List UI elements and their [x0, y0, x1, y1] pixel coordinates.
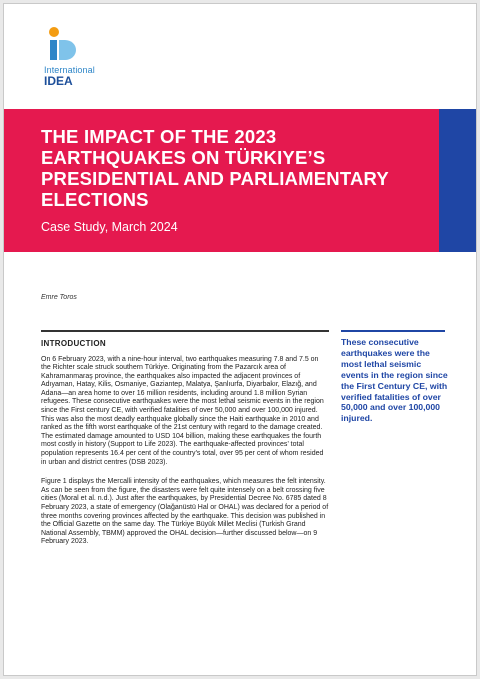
- logo-text-international: International: [44, 65, 95, 75]
- title-banner: [4, 109, 477, 252]
- body-paragraph: Figure 1 displays the Mercalli intensity of the earthquakes, which measures the felt intensity. As can be seen from the figure, the disasters were felt quite intensely on a belt crossing five cities (Moral et al. n.d.). Just after the earthquakes, by Presidential Decree No. 6785 dated 8 February 2023, a state of emergency (Olağanüstü Hal or OHAL) was declared for a period of three months covering provinces affected by the earthquake. This decision was published in the Official Gazette on the same day. The Türkiye Büyük Millet Meclisi (Turkish Grand National Assembly, TBMM) approved the OHAL decision—further discussed below—on 9 February 2023.: [41, 478, 329, 546]
- banner-accent-bar: [439, 109, 477, 252]
- idea-logo-icon: [44, 26, 84, 66]
- document-title: THE IMPACT OF THE 2023 EARTHQUAKES ON TÜRKIYE’S PRESIDENTIAL AND PARLIAMENTARY ELECTIONS: [41, 126, 389, 210]
- main-column: [41, 330, 329, 558]
- body-paragraph: On 6 February 2023, with a nine-hour interval, two earthquakes measuring 7.8 and 7.5 on the Richter scale struck southern Türkiye. Originating from the Pazarcık area of Kahramanmaraş province, the earthquakes also impacted the adjacent provinces of Adıyaman, Hatay, Kilis, Osmaniye, Gaziantep, Malatya, Şanlıurfa, Diyarbakır, Elazığ, and Adana—an area home to over 16 million residents, including around 1.8 million Syrian refugees. These consecutive earthquakes were the most lethal seismic events in the region since the First century CE, with verified fatalities of over 50,000 and over 100,000 injured. This was also the most deadly earthquake globally since the Haiti earthquake in 2010 and ranked as the fifth worst earthquake of the 21st century with regard to the damage created. The estimated damage amounted to USD 104 billion, making these earthquakes the fourth most costly in history (Support to Life 2023). The earthquake-affected provinces’ total population represents 16.4 per cent of the country’s total, over 95 per cent of whom resided in urban and district centres (DSB 2023).: [41, 355, 324, 466]
- pull-quote-text: These consecutive earthquakes were the most lethal seismic events in the region since the First Century CE, with verified fatalities of over 50,000 and over 100,000 injured.: [341, 337, 448, 424]
- pull-quote-divider: [341, 330, 445, 332]
- section-heading: INTRODUCTION: [41, 338, 106, 348]
- author-name: Emre Toros: [41, 294, 77, 301]
- international-idea-logo: [40, 26, 130, 88]
- logo-text-idea: IDEA: [44, 74, 73, 88]
- section-divider: [41, 330, 329, 332]
- pull-quote: [341, 330, 451, 424]
- document-page: [3, 3, 477, 676]
- document-subtitle: Case Study, March 2024: [41, 220, 178, 234]
